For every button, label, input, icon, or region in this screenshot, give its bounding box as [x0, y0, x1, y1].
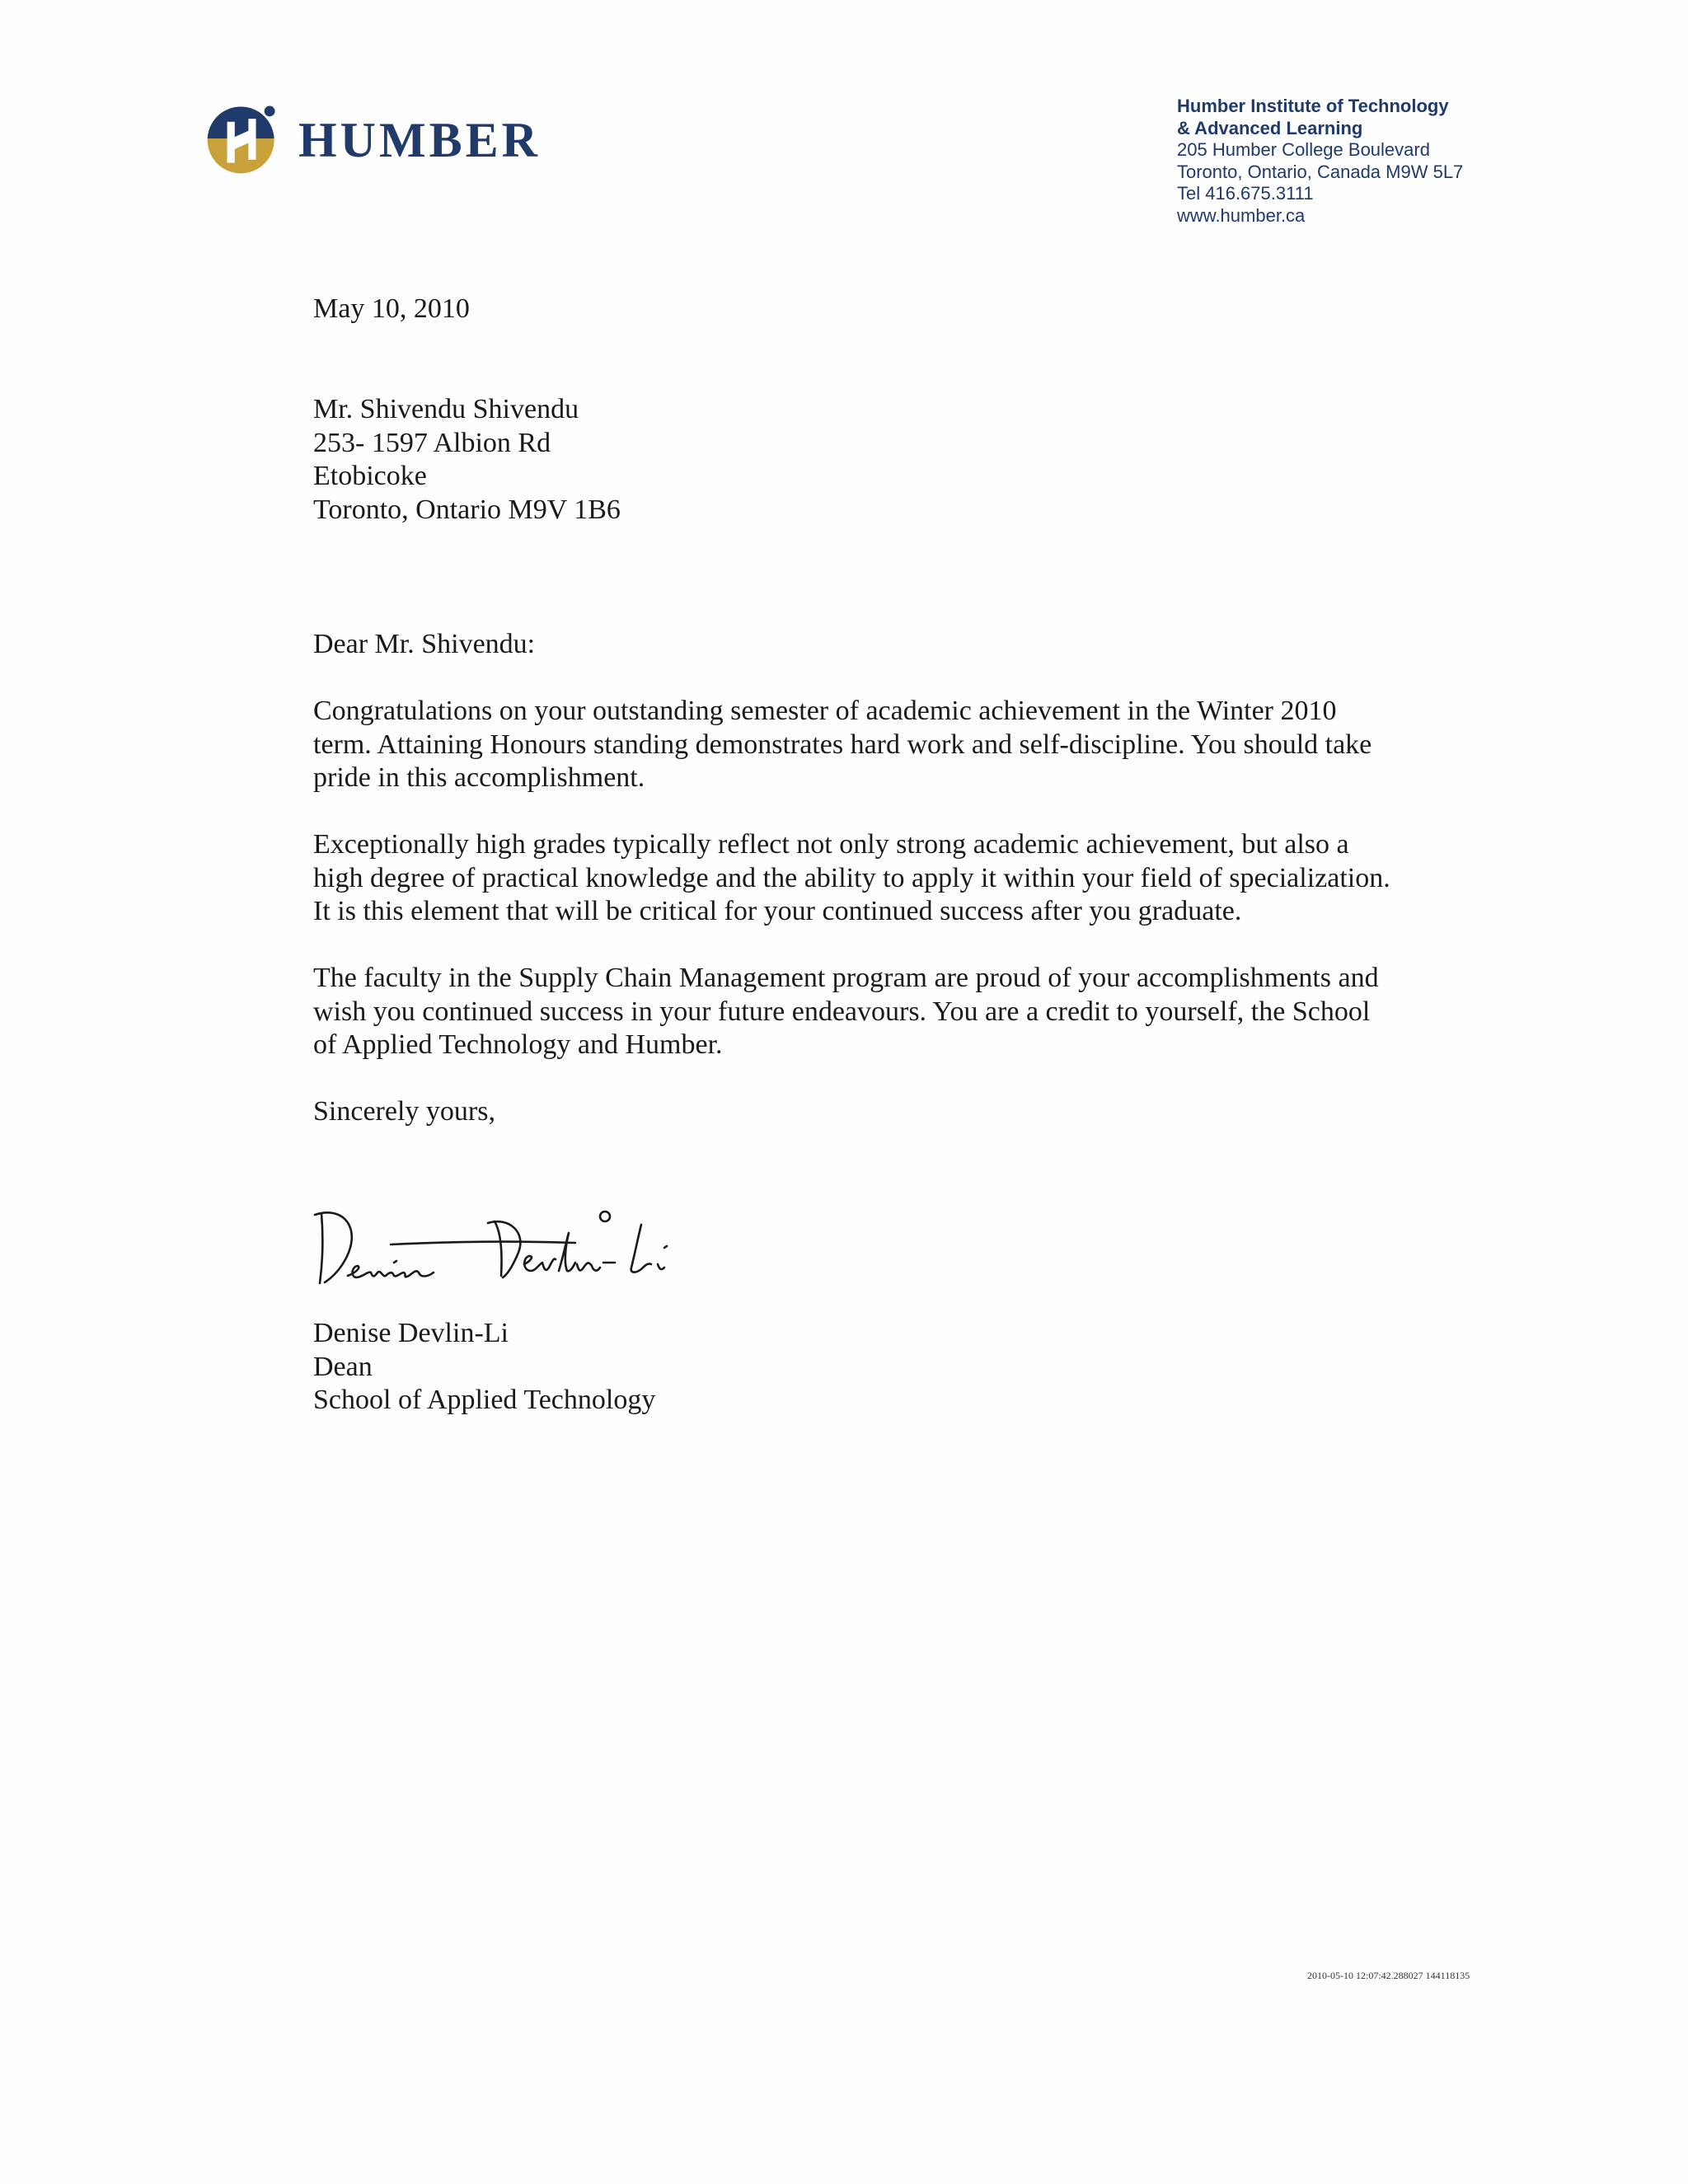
recipient-name: Mr. Shivendu Shivendu [313, 394, 579, 424]
paragraph-line: of Applied Technology and Humber. [313, 1029, 723, 1060]
paragraph-line: Congratulations on your outstanding semester of academic achievement in the Winter 2010 [313, 696, 1337, 726]
institution-name-line1: Humber Institute of Technology [1177, 96, 1449, 116]
paragraph-line: term. Attaining Honours standing demonstrates hard work and self-discipline. You should take [313, 729, 1372, 760]
signer-title: Dean [313, 1351, 373, 1382]
salutation: Dear Mr. Shivendu: [313, 629, 536, 659]
humber-emblem-icon [204, 101, 280, 176]
paragraph-line: The faculty in the Supply Chain Management program are proud of your accomplishments and [313, 963, 1379, 993]
closing: Sincerely yours, [313, 1096, 495, 1127]
letter-date: May 10, 2010 [313, 293, 470, 324]
institution-address-line2: Toronto, Ontario, Canada M9W 5L7 [1177, 161, 1464, 182]
recipient-address [313, 393, 621, 527]
paragraph-line: Exceptionally high grades typically reflect not only strong academic achievement, but also a [313, 829, 1349, 860]
humber-logo [204, 101, 541, 176]
signer-block [313, 1317, 655, 1418]
recipient-district: Etobicoke [313, 461, 427, 491]
paragraph-line: pride in this accomplishment. [313, 762, 645, 793]
signer-department: School of Applied Technology [313, 1385, 656, 1415]
recipient-city: Toronto, Ontario M9V 1B6 [313, 494, 621, 525]
institution-website: www.humber.ca [1177, 204, 1306, 226]
paragraph-line: It is this element that will be critical for your continued success after you graduate. [313, 896, 1242, 926]
paragraph-line: wish you continued success in your future endeavours. You are a credit to yourself, the School [313, 996, 1371, 1027]
document-footer-code: 2010-05-10 12:07:42.288027 144118135 [1307, 1970, 1470, 1981]
body-paragraph-2 [313, 828, 1390, 929]
institution-address-block [1177, 96, 1463, 227]
institution-address-line1: 205 Humber College Boulevard [1177, 139, 1430, 160]
logo-wordmark: HUMBER [298, 113, 541, 167]
handwritten-signature [312, 1197, 732, 1289]
body-paragraph-3 [313, 962, 1379, 1062]
signer-name: Denise Devlin-Li [313, 1318, 509, 1348]
recipient-street: 253- 1597 Albion Rd [313, 427, 551, 458]
signature-icon [312, 1197, 732, 1289]
body-paragraph-1 [313, 695, 1372, 795]
institution-name-line2: & Advanced Learning [1177, 117, 1363, 138]
institution-phone: Tel 416.675.3111 [1177, 183, 1314, 204]
paragraph-line: high degree of practical knowledge and the ability to apply it within your field of specialization. [313, 862, 1390, 893]
